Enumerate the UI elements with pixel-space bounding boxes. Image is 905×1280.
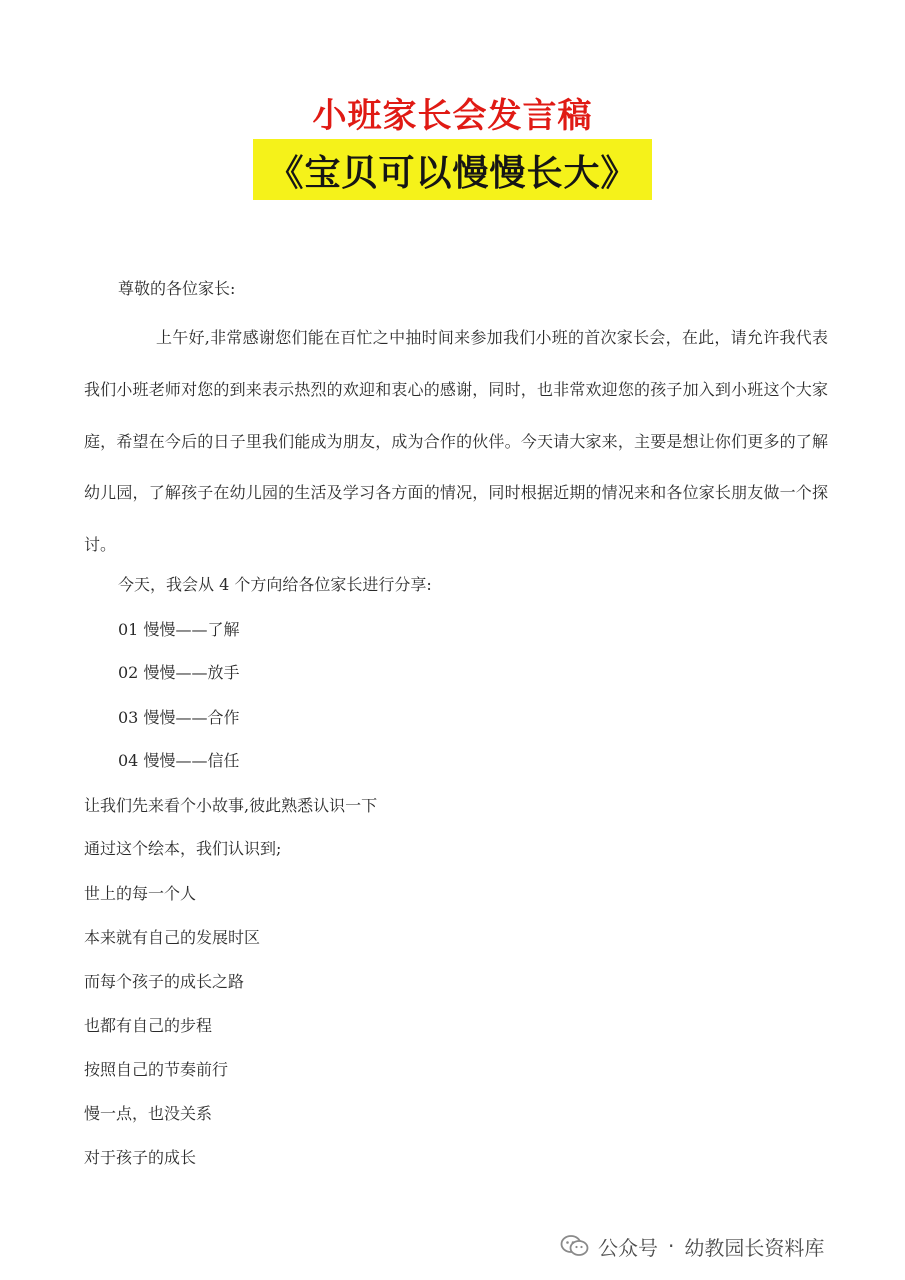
point-item: 02 慢慢——放手 [118, 663, 240, 682]
point-item: 04 慢慢——信任 [118, 751, 240, 770]
story-line: 慢一点，也没关系 [84, 1104, 213, 1123]
document-title: 小班家长会发言稿 [312, 96, 593, 136]
story-line: 而每个孩子的成长之路 [84, 972, 245, 991]
footer-watermark [560, 1228, 824, 1264]
story-line: 世上的每一个人 [84, 884, 197, 903]
wechat-icon [560, 1234, 590, 1258]
document-subtitle: 《宝贝可以慢慢长大》 [253, 139, 651, 200]
footer-separator: · [668, 1234, 675, 1258]
share-intro: 今天，我会从 4 个方向给各位家长进行分享: [118, 575, 432, 594]
footer-platform: 公众号 [598, 1235, 658, 1260]
story-line: 本来就有自己的发展时区 [84, 928, 261, 947]
footer-account: 幼教园长资料库 [684, 1235, 825, 1260]
point-item: 01 慢慢——了解 [118, 620, 240, 639]
story-line: 也都有自己的步程 [84, 1016, 213, 1035]
story-line: 通过这个绘本，我们认识到; [84, 839, 282, 858]
story-line: 对于孩子的成长 [84, 1148, 197, 1167]
story-line: 让我们先来看个小故事,彼此熟悉认识一下 [84, 796, 378, 815]
intro-paragraph: 上午好,非常感谢您们能在百忙之中抽时间来参加我们小班的首次家长会，在此，请允许我代表我们小班老师对您的到来表示热烈的欢迎和衷心的感谢，同时，也非常欢迎您的孩子加入到小班这个大家庭，希望在今后的日子里我们能成为朋友，成为合作的伙伴。今天请大家来，主要是想让你们更多的了解幼儿园，了解孩子在幼儿园的生活及学习各方面的情况，同时根据近期的情况来和各位家长朋友做一个探讨。 [84, 328, 828, 555]
story-line: 按照自己的节奏前行 [84, 1060, 229, 1079]
greeting: 尊敬的各位家长: [118, 279, 236, 298]
point-item: 03 慢慢——合作 [118, 708, 240, 727]
